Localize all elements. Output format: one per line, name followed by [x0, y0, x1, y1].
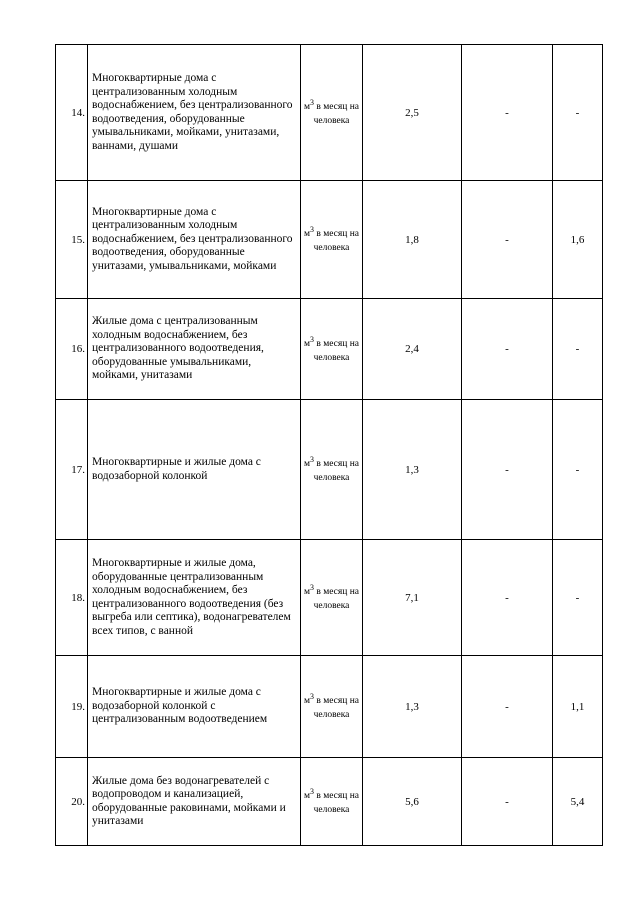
row-description: Многоквартирные дома с централизованным холодным водоснабжением, без централизованного водоотведения, оборудованные умывальниками, мойками, унитазами, ваннами, душами — [88, 45, 301, 181]
value-1: 1,3 — [363, 656, 462, 758]
value-3: - — [553, 400, 603, 540]
unit-cell — [301, 758, 363, 846]
value-3: - — [553, 45, 603, 181]
value-2: - — [462, 299, 553, 400]
unit-base: м — [303, 587, 310, 598]
unit-superscript: 3 — [310, 455, 314, 465]
value-3: 1,6 — [553, 181, 603, 299]
value-3: - — [553, 299, 603, 400]
value-1: 2,5 — [363, 45, 462, 181]
unit-superscript: 3 — [310, 692, 314, 702]
water-consumption-norms-table — [55, 44, 603, 846]
unit-cell — [301, 299, 363, 400]
row-description: Многоквартирные и жилые дома с водозаборной колонкой — [88, 400, 301, 540]
value-1: 5,6 — [363, 758, 462, 846]
unit-base: м — [303, 102, 310, 113]
unit-base: м — [303, 696, 310, 707]
unit-base: м — [303, 339, 310, 350]
row-description: Многоквартирные дома с централизованным холодным водоснабжением, без централизованного водоотведения, оборудованные унитазами, умывальниками, мойками — [88, 181, 301, 299]
unit-base: м — [303, 791, 310, 802]
value-1: 7,1 — [363, 540, 462, 656]
table-row — [56, 758, 603, 846]
row-number: 20. — [56, 758, 88, 846]
row-description: Многоквартирные и жилые дома, оборудованные централизованным холодным водоснабжением, без централизованного водоотведения (без выгреба или септика), водонагревателем всех типов, с ванной — [88, 540, 301, 656]
unit-cell — [301, 400, 363, 540]
row-number: 17. — [56, 400, 88, 540]
table-row — [56, 299, 603, 400]
table-row — [56, 181, 603, 299]
table-row — [56, 540, 603, 656]
unit-superscript: 3 — [310, 787, 314, 797]
value-1: 2,4 — [363, 299, 462, 400]
value-2: - — [462, 45, 553, 181]
value-2: - — [462, 656, 553, 758]
value-2: - — [462, 758, 553, 846]
unit-base: м — [303, 229, 310, 240]
row-description: Жилые дома с централизованным холодным водоснабжением, без централизованного водоотведения, оборудованные умывальниками, мойками, унитазами — [88, 299, 301, 400]
unit-cell — [301, 540, 363, 656]
table-row — [56, 45, 603, 181]
unit-superscript: 3 — [310, 583, 314, 593]
value-3: - — [553, 540, 603, 656]
row-number: 15. — [56, 181, 88, 299]
unit-cell — [301, 45, 363, 181]
unit-rest: в месяц на человека — [313, 587, 359, 612]
row-number: 19. — [56, 656, 88, 758]
row-number: 18. — [56, 540, 88, 656]
unit-base: м — [303, 459, 310, 470]
value-3: 5,4 — [553, 758, 603, 846]
unit-cell — [301, 656, 363, 758]
unit-cell — [301, 181, 363, 299]
unit-rest: в месяц на человека — [313, 102, 359, 127]
value-2: - — [462, 540, 553, 656]
value-1: 1,3 — [363, 400, 462, 540]
unit-superscript: 3 — [310, 225, 314, 235]
unit-rest: в месяц на человека — [313, 696, 359, 721]
unit-rest: в месяц на человека — [313, 791, 359, 816]
table-row — [56, 400, 603, 540]
unit-rest: в месяц на человека — [313, 459, 359, 484]
row-number: 16. — [56, 299, 88, 400]
value-2: - — [462, 181, 553, 299]
row-description: Многоквартирные и жилые дома с водозаборной колонкой с централизованным водоотведением — [88, 656, 301, 758]
value-1: 1,8 — [363, 181, 462, 299]
row-number: 14. — [56, 45, 88, 181]
unit-superscript: 3 — [310, 334, 314, 344]
unit-superscript: 3 — [310, 98, 314, 108]
value-3: 1,1 — [553, 656, 603, 758]
value-2: - — [462, 400, 553, 540]
unit-rest: в месяц на человека — [313, 339, 359, 363]
unit-rest: в месяц на человека — [313, 229, 359, 254]
table-row — [56, 656, 603, 758]
row-description: Жилые дома без водонагревателей с водопроводом и канализацией, оборудованные раковинами, мойками и унитазами — [88, 758, 301, 846]
